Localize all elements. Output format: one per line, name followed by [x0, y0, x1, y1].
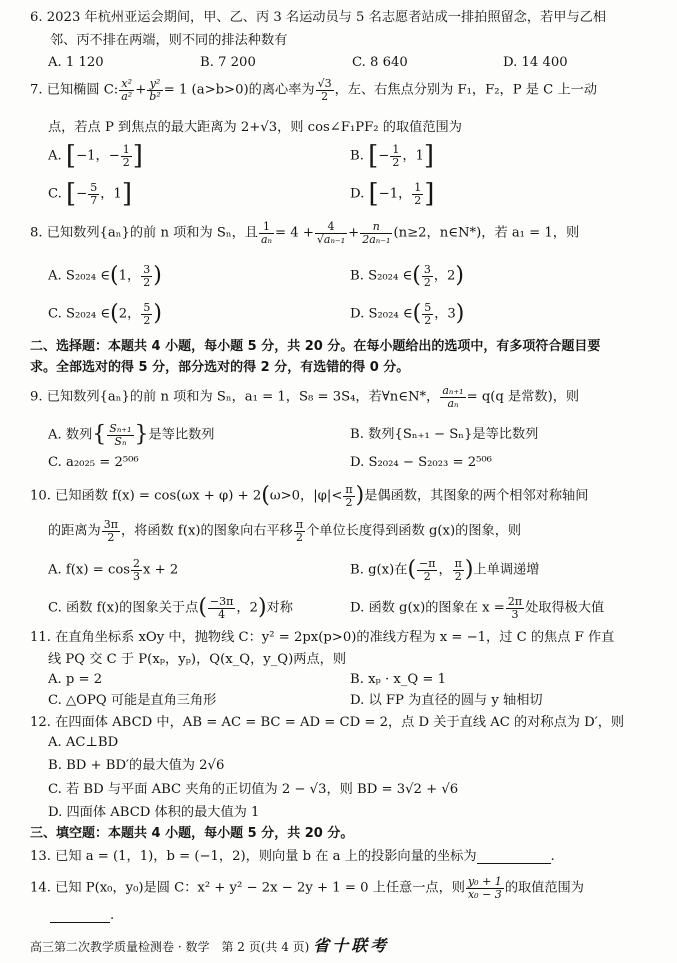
- bracket-right: ]: [424, 179, 435, 209]
- paren-left: (: [110, 263, 119, 289]
- bracket-left: [: [65, 141, 77, 171]
- denominator: 2: [392, 155, 400, 169]
- paren-right: ): [257, 595, 267, 621]
- denominator: 3: [133, 569, 141, 583]
- denominator: 2: [143, 313, 151, 327]
- q8-text-3: +: [348, 225, 360, 241]
- option-label: D. S₂₀₂₄ ∈: [350, 306, 413, 322]
- fraction: [141, 264, 152, 288]
- q7-stem-line-1: [30, 78, 597, 102]
- denominator: 2: [143, 275, 151, 289]
- q7-option-a: [48, 143, 143, 169]
- section-2-heading-line-1: 二、选择题：本题共 4 小题，每小题 5 分，共 20 分。在每小题给出的选项中，有多项符合题目要: [30, 339, 601, 354]
- fraction: [121, 144, 132, 168]
- q12-option-d: D. 四面体 ABCD 体积的最大值为 1: [48, 805, 260, 820]
- q6-stem-line-1: 6. 2023 年杭州亚运会期间，甲、乙、丙 3 名运动员与 5 名志愿者站成一排拍照留念，若甲与乙相: [30, 10, 607, 25]
- q8-option-c: [48, 302, 162, 326]
- q11-option-b: B. xₚ · x_Q = 1: [350, 672, 447, 687]
- fraction: [440, 385, 465, 409]
- numerator: 3π: [103, 518, 118, 531]
- q6-option-d: D. 14 400: [503, 55, 568, 70]
- q8-stem: [30, 221, 579, 245]
- denominator: x₀ − 3: [467, 887, 502, 901]
- paren-left: (: [261, 483, 270, 509]
- q10-option-c-text-1: C. 函数 f(x)的图象关于点: [48, 600, 199, 616]
- fraction: [466, 876, 504, 900]
- q12-option-a: A. AC⊥BD: [48, 735, 119, 750]
- q6-option-c: C. 8 640: [352, 55, 408, 70]
- q9-option-a-text-2: 是等比数列: [148, 427, 215, 443]
- q9-stem: [30, 385, 579, 409]
- numerator: −3π: [209, 595, 234, 608]
- q13-stem: 13. 已知 a = (1，1)，b = (−1，2)，则向量 b 在 a 上的投影向量的坐标为 .: [30, 849, 555, 864]
- q12-stem: 12. 在四面体 ABCD 中，AB = AC = BC = AD = CD = 2，点 D 关于直线 AC 的对称点为 D′，则: [30, 715, 625, 730]
- q14-text-1: 14. 已知 P(x₀，y₀)是圆 C：x² + y² − 2x − 2y + 1 = 0 上任意一点，则: [30, 880, 465, 896]
- numerator: y²: [147, 78, 162, 91]
- q7-text-3: ，左、右焦点分别为 F₁，F₂，P 是 C 上一动: [334, 82, 598, 98]
- q7-stem-line-2: 点，若点 P 到焦点的最大距离为 2+√3，则 cos∠F₁PF₂ 的取值范围为: [48, 120, 462, 135]
- numerator: −π: [419, 557, 436, 570]
- interval-value: −: [378, 148, 390, 164]
- q12-option-b: B. BD + BD′的最大值为 2√6: [48, 758, 225, 773]
- q10-option-a: [48, 558, 178, 582]
- q11-option-a: A. p = 2: [48, 672, 103, 687]
- section-3-heading: 三、填空题：本题共 4 小题，每小题 5 分，共 20 分。: [30, 826, 354, 841]
- q11-option-d: D. 以 FP 为直径的圆与 y 轴相切: [350, 693, 543, 708]
- fraction: [506, 596, 524, 620]
- fraction: [315, 221, 347, 245]
- q8-option-d: [350, 302, 464, 326]
- denominator: 2: [414, 193, 422, 207]
- fraction: [141, 302, 152, 326]
- numerator: aₙ₊₁: [442, 384, 464, 397]
- q6-stem-line-2: 邻、丙不排在两端，则不同的排法种数有: [50, 33, 288, 48]
- numerator: 2: [133, 557, 141, 570]
- page-footer: [30, 937, 389, 955]
- numerator: 4: [315, 221, 347, 234]
- q8-text-1: 8. 已知数列{aₙ}的前 n 项和为 Sₙ，且: [30, 225, 258, 241]
- denominator: 2aₙ₋₁: [362, 232, 391, 246]
- q10-stem-line-1: [30, 484, 588, 508]
- paren-right: ): [355, 483, 365, 509]
- q8-text-2: = 4 +: [275, 225, 314, 241]
- brand-mark: 省十联考: [313, 936, 390, 955]
- q9-option-d: D. S₂₀₂₄ − S₂₀₂₃ = 2⁵⁰⁶: [350, 455, 492, 470]
- bracket-right: ]: [132, 141, 143, 171]
- fraction: [294, 519, 305, 543]
- q7-option-c: [48, 181, 132, 207]
- bracket-left: [: [368, 179, 379, 209]
- brace-right: }: [134, 422, 149, 448]
- interval-value: ，1: [402, 148, 424, 164]
- denominator: 3: [511, 607, 519, 621]
- denominator: √aₙ₋₁: [316, 232, 346, 246]
- paren-left: (: [407, 557, 417, 583]
- denominator: 2: [345, 495, 353, 509]
- paren-right: ): [464, 557, 474, 583]
- fraction: [343, 484, 354, 508]
- denominator: 2: [423, 569, 431, 583]
- denominator: aₙ: [261, 232, 273, 246]
- paren-left: (: [412, 301, 422, 327]
- fraction: [316, 78, 334, 102]
- numerator: 1: [122, 142, 130, 156]
- q10-option-d-text-1: D. 函数 g(x)的图象在 x =: [350, 600, 505, 616]
- denominator: 2: [321, 89, 329, 103]
- q10-option-d-text-2: 处取得极大值: [525, 600, 605, 616]
- option-label: B.: [350, 148, 364, 164]
- fraction: [412, 182, 423, 206]
- q8-option-a: [48, 264, 162, 288]
- fraction: [88, 182, 99, 206]
- q7-text-2: 的离心率为: [248, 82, 315, 98]
- numerator: y₀ + 1: [467, 875, 502, 888]
- q7-ellipse-condition: = 1 (a>b>0): [163, 82, 249, 98]
- fraction: [131, 558, 142, 582]
- denominator: 2: [423, 275, 431, 289]
- q8-text-4: (n≥2，n∈N*)，若 a₁ = 1，则: [393, 225, 580, 241]
- q12-option-c: C. 若 BD 与平面 ABC 夹角的正切值为 2 − √3，则 BD = 3√2 + √6: [48, 782, 459, 797]
- numerator: π: [454, 557, 462, 570]
- denominator: 2: [424, 313, 432, 327]
- option-label: D.: [350, 186, 365, 202]
- paren-right: ): [153, 301, 162, 327]
- numerator: 1: [414, 180, 422, 194]
- q10-option-a-text-2: x + 2: [143, 562, 179, 578]
- q10-text-1: 10. 已知函数 f(x) = cos(ωx + φ) + 2: [30, 488, 262, 504]
- q14-stem: [30, 876, 584, 900]
- q10-text-2: ω>0，|φ|<: [269, 488, 343, 504]
- q9-option-a-text-1: A. 数列: [48, 427, 93, 443]
- numerator: √3: [317, 77, 332, 90]
- section-2-heading-line-2: 求。全部选对的得 5 分，部分选对的得 2 分，有选错的得 0 分。: [30, 360, 410, 375]
- paren-left: (: [110, 301, 119, 327]
- fraction: [147, 78, 162, 102]
- interval-value: −1，−: [76, 148, 120, 164]
- paren-left: (: [198, 595, 207, 621]
- q10-text-3: 是偶函数，其图象的两个相邻对称轴间: [364, 488, 589, 504]
- fraction: [453, 558, 464, 582]
- option-label: C.: [48, 186, 62, 202]
- q11-stem-line-2: 线 PQ 交 C 于 P(xₚ，yₚ)，Q(x_Q，y_Q)两点，则: [48, 652, 347, 667]
- fraction: [422, 302, 433, 326]
- bracket-left: [: [368, 141, 379, 171]
- numerator: 3: [423, 263, 431, 276]
- q11-option-c: C. △OPQ 可能是直角三角形: [48, 693, 217, 708]
- denominator: 2: [454, 569, 462, 583]
- q6-option-b: B. 7 200: [200, 55, 256, 70]
- option-label: A. S₂₀₂₄ ∈: [48, 268, 111, 284]
- interval-value: ，3: [434, 306, 456, 322]
- bracket-right: ]: [121, 179, 132, 209]
- fraction: [422, 264, 433, 288]
- numerator: x²: [119, 78, 134, 91]
- numerator: 5: [424, 301, 432, 314]
- bracket-right: ]: [423, 141, 435, 171]
- denominator: 2: [295, 530, 303, 544]
- fraction: [390, 144, 401, 168]
- q9-text-2: = q(q 是常数)，则: [466, 389, 580, 405]
- q7-option-b: [350, 143, 434, 169]
- interval-value: ，1: [100, 186, 122, 202]
- q14-answer-line: .: [50, 908, 114, 923]
- fraction: [259, 221, 274, 245]
- q11-stem-line-1: 11. 在直角坐标系 xOy 中，抛物线 C：y² = 2px(p>0)的准线方程为 x = −1，过 C 的焦点 F 作直: [30, 630, 615, 645]
- numerator: 1: [259, 221, 274, 234]
- q10-option-b: [350, 558, 539, 582]
- denominator: 4: [218, 607, 226, 621]
- paren-left: (: [412, 263, 421, 289]
- interval-value: −1，: [378, 186, 412, 202]
- q10-option-b-text-1: B. g(x)在: [350, 562, 408, 578]
- q10-option-c-text-3: 对称: [266, 600, 293, 616]
- denominator: aₙ: [447, 396, 459, 410]
- denominator: a²: [121, 89, 133, 103]
- numerator: π: [295, 518, 304, 531]
- denominator: Sₙ: [114, 434, 127, 448]
- answer-blank[interactable]: [50, 908, 110, 923]
- numerator: 3: [143, 263, 151, 276]
- option-label: C. S₂₀₂₄ ∈: [48, 306, 111, 322]
- q10-option-c-text-2: ，2: [236, 600, 258, 616]
- q9-option-a: [48, 423, 214, 447]
- q13-text: 13. 已知 a = (1，1)，b = (−1，2)，则向量 b 在 a 上的投影向量的坐标为: [30, 849, 477, 864]
- numerator: 2π: [507, 595, 523, 608]
- fraction: [102, 519, 120, 543]
- interval-value: 1，: [118, 268, 141, 284]
- numerator: 5: [90, 180, 98, 194]
- denominator: 2: [107, 530, 115, 544]
- numerator: π: [345, 483, 353, 496]
- interval-value: ，2: [433, 268, 456, 284]
- q10-option-b-text-2: 上单调递增: [473, 562, 540, 578]
- q8-option-b: [350, 264, 464, 288]
- q10-line2-text-2: ，将函数 f(x)的图象向右平移: [120, 523, 293, 539]
- plus-sign: +: [135, 82, 147, 98]
- q9-option-c: C. a₂₀₂₅ = 2⁵⁰⁶: [48, 455, 139, 470]
- fraction: [360, 221, 392, 245]
- bracket-left: [: [66, 179, 77, 209]
- paren-right: ): [455, 263, 464, 289]
- paren-right: ): [455, 301, 465, 327]
- q9-text-1: 9. 已知数列{aₙ}的前 n 项和为 Sₙ，a₁ = 1，S₈ = 3S₄，若∀n∈N*，: [30, 389, 440, 405]
- comma: ，: [438, 562, 452, 578]
- q9-option-b: B. 数列{Sₙ₊₁ − Sₙ}是等比数列: [350, 427, 539, 442]
- q7-text-1: 7. 已知椭圆 C:: [30, 82, 119, 98]
- q10-option-c: [48, 596, 293, 620]
- numerator: Sₙ₊₁: [109, 422, 132, 435]
- q7-option-d: [350, 181, 434, 207]
- denominator: b²: [149, 89, 161, 103]
- answer-blank[interactable]: [477, 849, 551, 864]
- q10-option-a-text-1: A. f(x) = cos: [48, 562, 131, 578]
- q14-text-2: 的取值范围为: [504, 880, 584, 896]
- brace-left: {: [92, 422, 107, 448]
- interval-value: −: [76, 186, 88, 202]
- fraction: [107, 423, 133, 447]
- q10-stem-line-2: [48, 519, 521, 543]
- fraction: [119, 78, 134, 102]
- q10-option-d: [350, 596, 604, 620]
- fraction: [417, 558, 437, 582]
- interval-value: 2，: [118, 306, 141, 322]
- numerator: 1: [392, 142, 400, 156]
- option-label: B. S₂₀₂₄ ∈: [350, 268, 413, 284]
- numerator: 5: [143, 301, 151, 314]
- denominator: 2: [122, 155, 130, 169]
- denominator: 7: [90, 193, 98, 207]
- option-label: A.: [48, 148, 62, 164]
- q6-option-a: A. 1 120: [48, 55, 104, 70]
- footer-text: 高三第二次教学质量检测卷 · 数学 第 2 页(共 4 页): [30, 940, 310, 954]
- fraction: [208, 596, 235, 620]
- q10-line2-text-3: 个单位长度得到函数 g(x)的图象，则: [306, 523, 522, 539]
- q10-line2-text-1: 的距离为: [48, 523, 101, 539]
- paren-right: ): [153, 263, 162, 289]
- numerator: n: [360, 221, 392, 234]
